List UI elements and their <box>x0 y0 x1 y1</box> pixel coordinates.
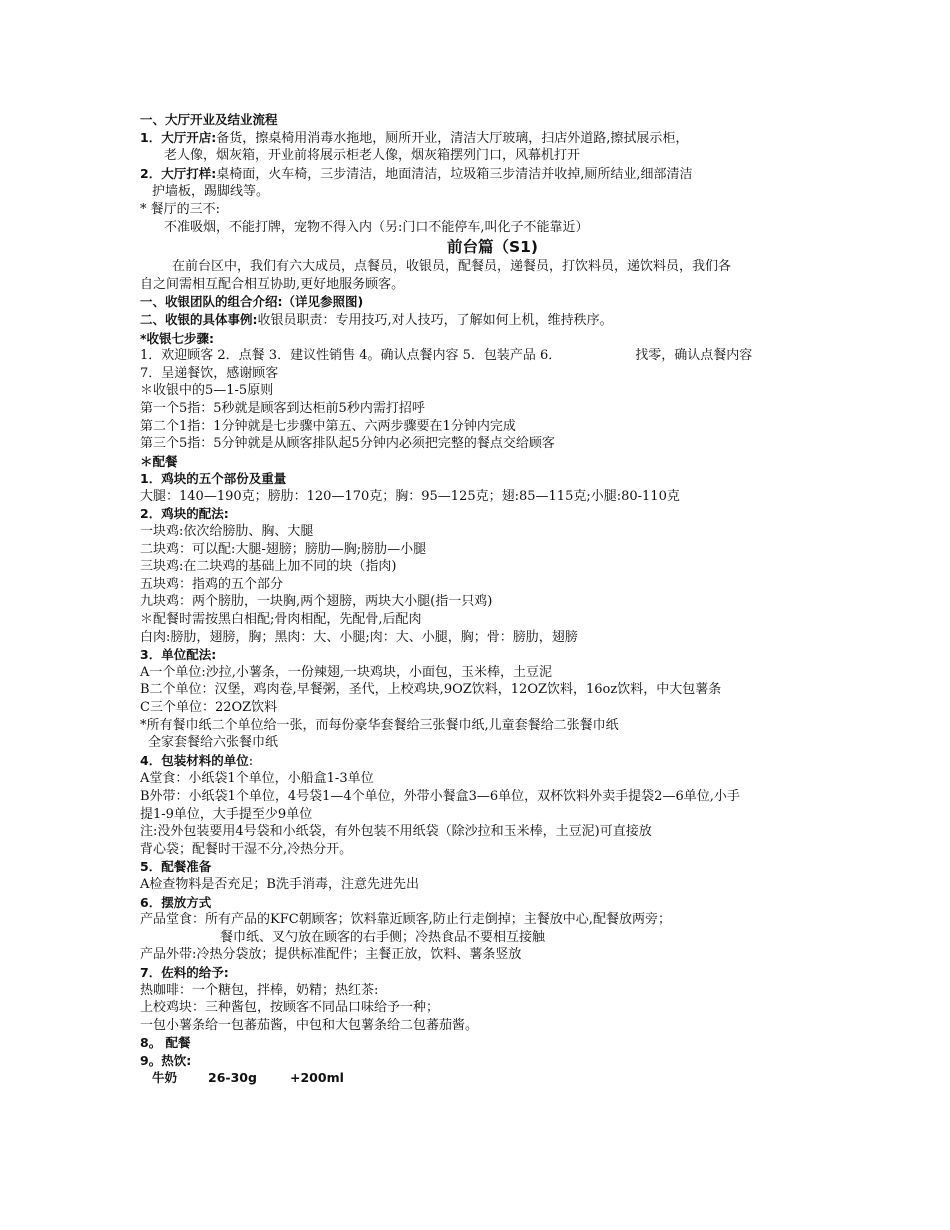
packaging-heading: 4．包装材料的单位 <box>140 752 249 768</box>
condiment-line-1: 热咖啡：一个糖包，拌棒，奶精；热红茶: <box>140 982 379 998</box>
rule-first-5: 第一个5指：5秒就是顾客到达柜前5秒内需打招呼 <box>140 400 425 416</box>
packaging-note-2: 背心袋；配餐时干湿不分,冷热分开。 <box>140 841 353 857</box>
unit-line: A一个单位:沙拉,小薯条，一份辣翅,一块鸡块，小面包，玉米棒，土豆泥 <box>140 664 553 680</box>
cashier-team-heading: 一、收银团队的组合介绍:（详见参照图) <box>140 294 364 310</box>
intro-line-2: 自之间需相互配合相互协助,更好地服务顾客。 <box>140 276 405 292</box>
hall-open-label: 1．大厅开店: <box>140 129 217 145</box>
seven-steps-b: 找零，确认点餐内容 <box>635 348 753 364</box>
chicken-combo-line: 五块鸡：指鸡的五个部分 <box>140 576 284 592</box>
unit-line-cont: 全家套餐给六张餐巾纸 <box>148 735 279 751</box>
packaging-colon: : <box>248 753 254 769</box>
chicken-combo-line: 白肉:膀肋，翅膀，胸；黑肉：大、小腿;肉：大、小腿，胸；骨：膀肋，翅膀 <box>140 629 578 645</box>
milk-amount: 26-30g <box>208 1070 257 1086</box>
peican-heading: ＊配餐 <box>140 453 178 469</box>
packaging-takeout-2: 提1-9单位，大手提至少9单位 <box>140 806 313 822</box>
milk-name: 牛奶 <box>152 1070 178 1086</box>
packaging-heading-line <box>140 752 845 771</box>
page-title: 前台篇（S1) <box>446 238 539 257</box>
placement-heading: 6．摆放方式 <box>140 894 212 910</box>
packaging-takeout-1: B外带：小纸袋1个单位，4号袋1—4个单位，外带小餐盒3—6单位，双杯饮料外卖手提袋2—6单位,小手 <box>140 788 740 804</box>
chicken-combo-line: ＊配餐时需按黑白相配;骨肉相配，先配骨,后配肉 <box>140 612 422 628</box>
hall-close-line <box>140 165 845 184</box>
milk-row <box>140 1069 845 1087</box>
condiment-line-2: 上校鸡块：三种酱包，按顾客不同品口味给予一种； <box>140 1000 440 1016</box>
chicken-parts-weights: 大腿：140—190克；膀肋：120—170克；胸：95—125克；翅:85—115克;小腿:80-110克 <box>140 488 680 504</box>
hall-open-line <box>140 129 845 148</box>
peican-8-heading: 8。 配餐 <box>140 1035 191 1051</box>
cashier-duties-text: 收银员职责：专用技巧,对人技巧，了解如何上机，维持秩序。 <box>257 312 613 328</box>
placement-line-3: 产品外带:冷热分袋放；提供标准配件；主餐正放，饮料、薯条竖放 <box>140 947 522 963</box>
section-heading-hall: 一、大厅开业及结业流程 <box>140 112 278 127</box>
intro-line-1: 在前台区中，我们有六大成员，点餐员，收银员，配餐员，递餐员，打饮料员，递饮料员，我们各 <box>172 259 732 275</box>
seven-steps-c: 7．呈递餐饮，感谢顾客 <box>140 365 279 381</box>
placement-line-2: 餐巾纸、叉勺放在顾客的右手侧；冷热食品不要相互接触 <box>220 929 546 945</box>
placement-line-1: 产品堂食：所有产品的KFC朝顾客；饮料靠近顾客,防止行走倒掉；主餐放中心,配餐放两旁； <box>140 912 671 928</box>
prep-heading: 5．配餐准备 <box>140 859 212 875</box>
cashier-duties-line <box>140 311 845 330</box>
seven-steps-heading: *收银七步骤: <box>140 330 215 346</box>
chicken-combo-line: 一块鸡:依次给膀肋、胸、大腿 <box>140 524 314 540</box>
condiment-heading: 7．佐料的给予: <box>140 964 229 980</box>
seven-steps-a: 1．欢迎顾客 2．点餐 3．建议性销售 4。确认点餐内容 5．包装产品 6． <box>140 348 562 364</box>
unit-line: *所有餐巾纸二个单位给一张，而每份豪华套餐给三张餐巾纸,儿童套餐给二张餐巾纸 <box>140 717 619 733</box>
chicken-combo-line: 二块鸡：可以配:大腿-翅膀；膀肋—胸;膀肋—小腿 <box>140 541 427 557</box>
document-page <box>140 111 845 1087</box>
hall-open-text: 备货，擦桌椅用消毒水拖地，厕所开业，清洁大厅玻璃，扫店外道路,擦拭展示柜， <box>216 130 689 146</box>
chicken-parts-heading: 1．鸡块的五个部份及重量 <box>140 471 287 487</box>
milk-water: +200ml <box>290 1070 344 1086</box>
hall-open-cont: 老人像，烟灰箱，开业前将展示柜老人像，烟灰箱摆列门口，风幕机打开 <box>164 148 581 164</box>
cashier-duties-label: 二、收银的具体事例: <box>140 311 258 327</box>
unit-line: C三个单位：22OZ饮料 <box>140 700 278 715</box>
rule-third-5: 第三个5指：5分钟就是从顾客排队起5分钟内必须把完整的餐点交给顾客 <box>140 436 555 452</box>
rule-second-1: 第二个1指：1分钟就是七步骤中第五、六两步骤要在1分钟内完成 <box>140 418 516 434</box>
prep-text: A检查物料是否充足；B洗手消毒，注意先进先出 <box>140 876 419 892</box>
packaging-note-1: 注:没外包装要用4号袋和小纸袋，有外包装不用纸袋（除沙拉和玉米棒，土豆泥)可直接放 <box>140 824 652 840</box>
seven-steps-line <box>140 347 845 365</box>
rule-heading: ＊收银中的5—1-5原则 <box>140 383 274 399</box>
chicken-combo-line: 三块鸡:在二块鸡的基础上加不同的块（指肉) <box>140 559 397 575</box>
three-nos-heading: * 餐厅的三不: <box>140 201 221 217</box>
hot-drinks-heading: 9。热饮: <box>140 1052 192 1068</box>
chicken-combo-heading: 2．鸡块的配法: <box>140 506 229 522</box>
hall-close-label: 2．大厅打样: <box>140 165 217 181</box>
condiment-line-3: 一包小薯条给一包蕃茄酱，中包和大包薯条给二包蕃茄酱。 <box>140 1017 479 1033</box>
packaging-dinein: A堂食：小纸袋1个单位，小船盒1-3单位 <box>140 771 374 787</box>
unit-heading: 3．单位配法: <box>140 647 217 663</box>
hall-close-cont: 护墙板，踢脚线等。 <box>152 184 270 200</box>
chicken-combo-line: 九块鸡：两个膀肋，一块胸,两个翅膀，两块大小腿(指一只鸡) <box>140 594 493 610</box>
hall-close-text: 桌椅面，火车椅，三步清洁，地面清洁，垃圾箱三步清洁并收掉,厕所结业,细部清洁 <box>216 166 693 182</box>
unit-line: B二个单位：汉堡，鸡肉卷,早餐粥，圣代，上校鸡块,9OZ饮料，12OZ饮料，16oz饮料，中大包薯条 <box>140 682 722 698</box>
three-nos-text: 不准吸烟，不能打牌，宠物不得入内（另:门口不能停车,叫化子不能靠近） <box>164 219 589 235</box>
